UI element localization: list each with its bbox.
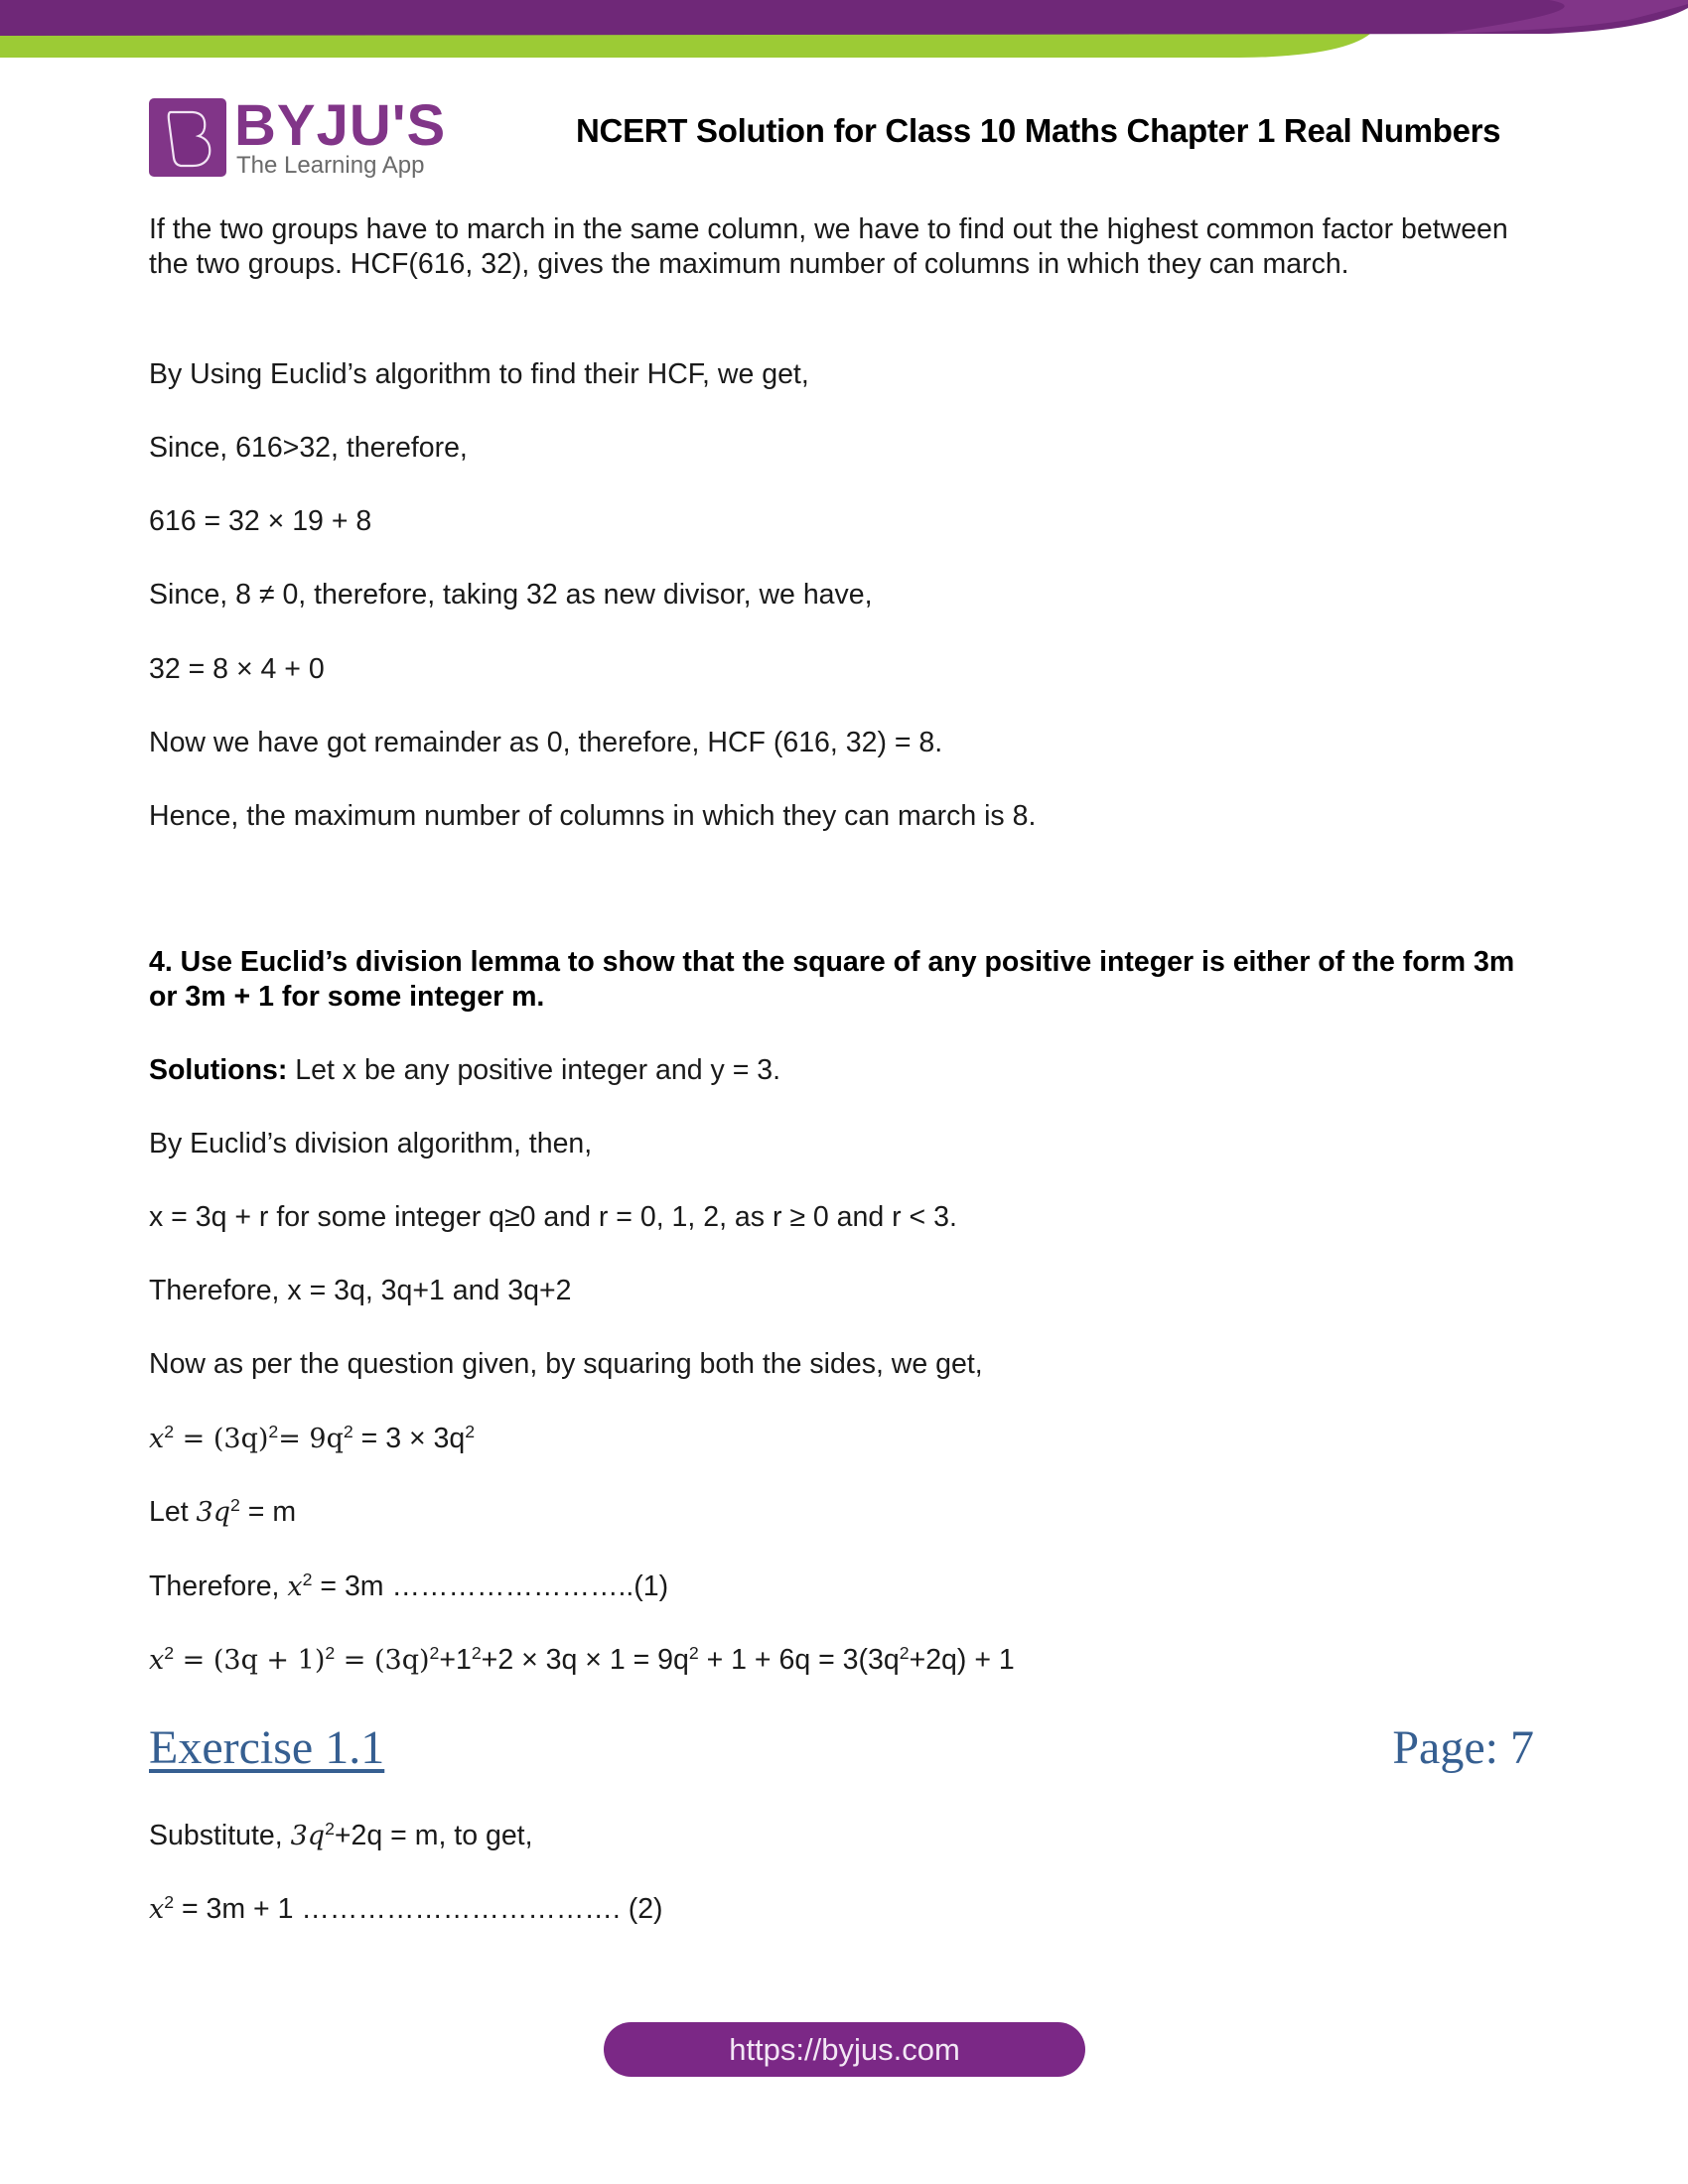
brand-tagline: The Learning App xyxy=(236,152,425,179)
equation-1: Therefore, $x^2 = 3m$ ……………………..(1) xyxy=(149,1570,669,1602)
logo-b-icon xyxy=(149,98,226,177)
equation-2: $x^2 = 3m + 1$ ……………………………. (2) xyxy=(149,1892,663,1925)
text-line: By Euclid’s division algorithm, then, xyxy=(149,1128,593,1160)
intro-paragraph: If the two groups have to march in the same column, we have to find out the highest common factor between the two groups. HCF(616, 32), gives the maximum number of columns in which they can march. xyxy=(149,213,1508,280)
footer-url-link[interactable]: https://byjus.com xyxy=(729,2031,960,2067)
byjus-logo[interactable] xyxy=(149,93,447,180)
brand-name: BYJU'S xyxy=(234,93,447,158)
text-line: Since, 616>32, therefore, xyxy=(149,432,468,464)
text-line: x = 3q + r for some integer q≥0 and r = 0, 1, 2, as r ≥ 0 and r < 3. xyxy=(149,1201,957,1233)
header-decorative-band xyxy=(0,0,1688,60)
text-line: Therefore, x = 3q, 3q+1 and 3q+2 xyxy=(149,1275,572,1306)
exercise-heading: Exercise 1.1 xyxy=(149,1721,385,1774)
page-number: Page: 7 xyxy=(1392,1721,1534,1774)
solution-label: Solutions: xyxy=(149,1054,288,1086)
text-line: By Using Euclid’s algorithm to find their HCF, we get, xyxy=(149,358,809,390)
conclusion-line: Hence, the maximum number of columns in which they can march is 8. xyxy=(149,800,1037,832)
document-title: NCERT Solution for Class 10 Maths Chapter 1 Real Numbers xyxy=(576,112,1501,149)
question-4: 4. Use Euclid’s division lemma to show that the square of any positive integer is either of the form 3m or 3m + 1 for some integer m. xyxy=(149,946,1515,1013)
text-line: Now as per the question given, by squaring both the sides, we get, xyxy=(149,1348,983,1380)
text-line: Since, 8 ≠ 0, therefore, taking 32 as new divisor, we have, xyxy=(149,579,873,611)
substitute-line: Substitute, $3q^2+2q = m$, to get, xyxy=(149,1819,533,1851)
text-line: Now we have got remainder as 0, therefore, HCF (616, 32) = 8. xyxy=(149,727,943,758)
equation-let-m: Let $3q^2 = m$ xyxy=(149,1495,297,1528)
equation-line: 616 = 32 × 19 + 8 xyxy=(149,505,372,537)
equation-square-3q: $x^2 = (3q)^2= 9q^2 = 3 \times 3q^2$ xyxy=(149,1422,476,1454)
equation-square-3q-plus-1: $x^2 = (3q + 1)^2 = (3q)^2+1^2+2 \times 3q \times 1 = 9q^2 + 1 + 6q = 3(3q^2+2q) + 1$ xyxy=(149,1643,1015,1676)
footer-url-button[interactable] xyxy=(604,2022,1085,2077)
solution-text: Let x be any positive integer and y = 3. xyxy=(287,1054,781,1086)
solution-intro xyxy=(149,1053,780,1088)
equation-line: 32 = 8 × 4 + 0 xyxy=(149,653,325,685)
